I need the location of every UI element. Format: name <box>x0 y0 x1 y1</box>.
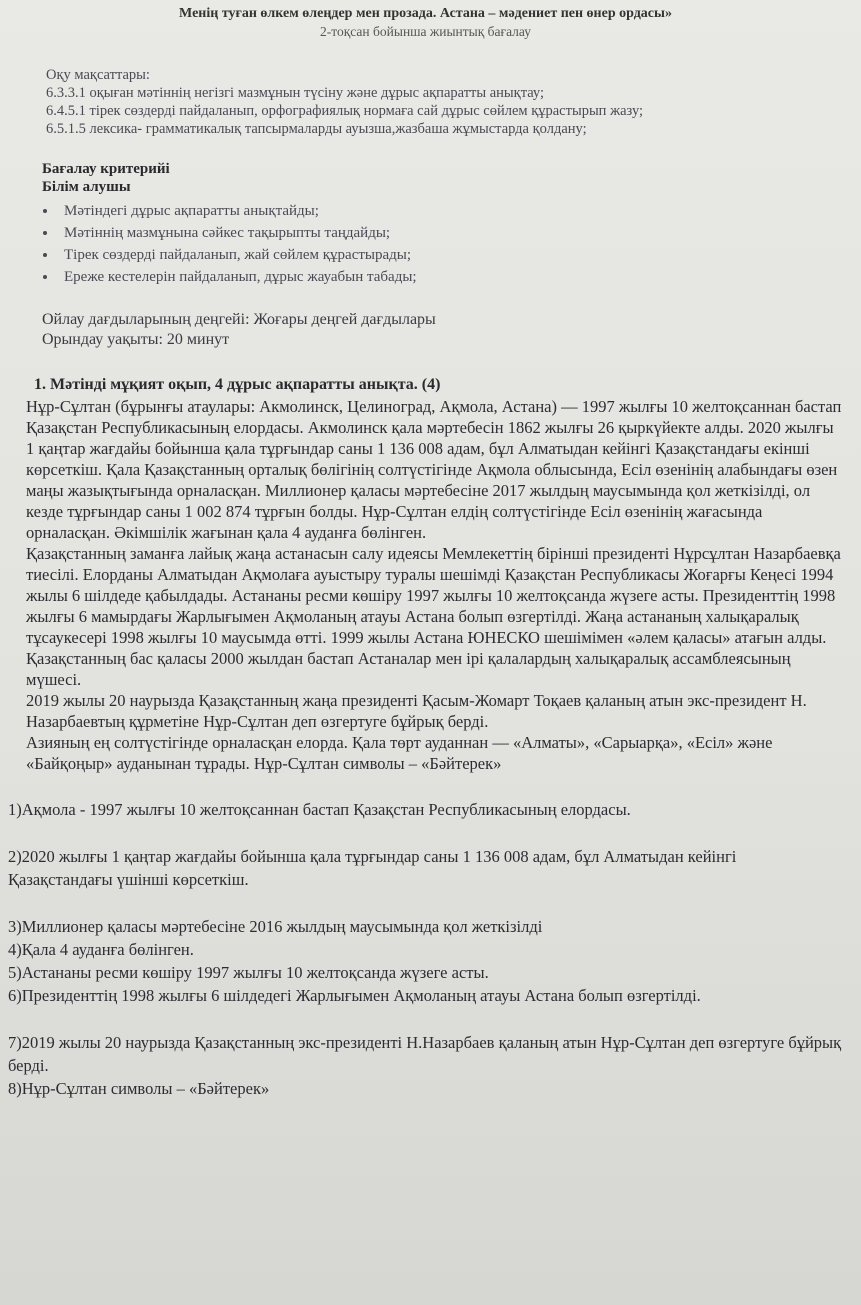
passage-paragraph: Қазақстанның заманға лайық жаңа астанасын салу идеясы Мемлекеттің бірінші президенті Нұрсұлтан Назарбаевқа тиесілі. Елорданы Алматыдан Ақмолаға ауыстыру туралы шешімді Қазақстан Республикасы Жоғарғы Кеңесі 1994 жылы 6 шілдеде қабылдады. Астананы ресми көшіру 1997 жылғы 10 желтоқсанда жүзеге асты. Президенттің 1998 жылғы 6 мамырдағы Жарлығымен Ақмоланың атауы Астана болып өзгертілді. Жаңа астананың халықаралық тұсаукесері 1998 жылғы 10 маусымда өтті. 1999 жылы Астана ЮНЕСКО шешімімен «әлем қаласы» атағын алды. Қазақстанның бас қаласы 2000 жылдан бастап Астаналар мен ірі қалалардың халықаралық ассамблеясының мүшесі. <box>26 544 841 689</box>
statement-list <box>8 798 843 1100</box>
passage-paragraph: Азияның ең солтүстігінде орналасқан елорда. Қала төрт ауданнан — «Алматы», «Сарыарқа», «Есіл» және «Байқоңыр» ауданынан тұрады. Нұр-Сұлтан символы – «Бәйтерек» <box>26 733 773 773</box>
reading-passage <box>26 396 843 774</box>
objective-item: 6.4.5.1 тірек сөздерді пайдаланып, орфографиялық нормаға сай дұрыс сөйлем құрастырып жазу; <box>46 103 644 119</box>
completion-time: Орындау уақыты: 20 минут <box>42 331 230 348</box>
objectives-heading: Оқу мақсаттары: <box>46 67 150 83</box>
statement-item: 3)Миллионер қаласы мәртебесіне 2016 жылдың маусымында қол жеткізілді <box>8 917 543 936</box>
objective-item: 6.5.1.5 лексика- грамматикалық тапсырмаларды ауызша,жазбаша жұмыстарда қолдану; <box>46 121 587 137</box>
statement-item: 2)2020 жылғы 1 қаңтар жағдайы бойынша қала тұрғындар саны 1 136 008 адам, бұл Алматыдан кейінгі Қазақстандағы үшінші көрсеткіш. <box>8 847 737 889</box>
learning-objectives <box>46 66 843 138</box>
statement-item: 7)2019 жылы 20 наурызда Қазақстанның экс-президенті Н.Назарбаев қаланың атын Нұр-Сұлтан деп өзгертуге бұйрық берді. <box>8 1033 842 1075</box>
task-title: 1. Мәтінді мұқият оқып, 4 дұрыс ақпаратты анықта. (4) <box>34 376 441 393</box>
criteria-heading: Бағалау критерийі <box>42 161 170 177</box>
thinking-skills-level: Ойлау дағдыларының деңгейі: Жоғары деңгей дағдылары <box>42 311 436 328</box>
statement-item: 5)Астананы ресми көшіру 1997 жылғы 10 желтоқсанда жүзеге асты. <box>8 963 489 982</box>
criteria-item: • Мәтіндегі дұрыс ақпаратты анықтайды; <box>58 200 843 222</box>
statement-item: 8)Нұр-Сұлтан символы – «Бәйтерек» <box>8 1079 270 1098</box>
passage-paragraph: 2019 жылы 20 наурызда Қазақстанның жаңа президенті Қасым-Жомарт Тоқаев қаланың атын экс-президент Н. Назарбаевтың құрметіне Нұр-Сұлтан деп өзгертуге бұйрық берді. <box>26 691 807 731</box>
objective-item: 6.3.3.1 оқыған мәтіннің негізгі мазмұнын түсіну және дұрыс ақпаратты анықтау; <box>46 85 545 101</box>
passage-paragraph: Нұр-Сұлтан (бұрынғы атаулары: Акмолинск, Целиноград, Ақмола, Астана) — 1997 жылғы 10 желтоқсаннан бастап Қазақстан Республикасының елордасы. Акмолинск қала мәртебесін 1862 жылғы 26 қыркүйекте алды. 2020 жылғы 1 қаңтар жағдайы бойынша қала тұрғындар саны 1 136 008 адам, бұл Алматыдан кейінгі Қазақстандағы екінші көрсеткіш. Қала Қазақстанның орталық бөлігінің солтүстігінде Ақмола облысында, Есіл өзенінің алабындағы өзен маңы жазықтығында орналасқан. Миллионер қаласы мәртебесіне 2017 жылдың маусымында қол жеткізілді, ол кезде тұрғындар саны 1 002 874 тұрғын болды. Нұр-Сұлтан елдің солтүстігінде Есіл өзенінің жағасында орналасқан. Әкімшілік жағынан қала 4 ауданға бөлінген. <box>26 397 842 542</box>
statement-item: 6)Президенттің 1998 жылғы 6 шілдедегі Жарлығымен Ақмоланың атауы Астана болып өзгертілді. <box>8 986 701 1005</box>
assessment-criteria <box>42 160 843 196</box>
criteria-item: • Мәтіннің мазмұнына сәйкес тақырыпты таңдайды; <box>58 222 843 244</box>
task-meta <box>42 310 843 350</box>
criteria-list <box>36 200 843 288</box>
statement-item: 4)Қала 4 ауданға бөлінген. <box>8 940 194 959</box>
criteria-item: • Тірек сөздерді пайдаланып, жай сөйлем құрастырады; <box>58 244 843 266</box>
worksheet-header <box>8 6 843 40</box>
statement-item: 1)Ақмола - 1997 жылғы 10 желтоқсаннан бастап Қазақстан Республикасының елордасы. <box>8 800 631 819</box>
worksheet-title: Менің туған өлкем өлеңдер мен прозада. Астана – мәдениет пен өнер ордасы» <box>179 6 672 21</box>
criteria-subheading: Білім алушы <box>42 179 131 195</box>
worksheet-subtitle: 2-тоқсан бойынша жиынтық бағалау <box>320 24 531 39</box>
criteria-item: • Ереже кестелерін пайдаланып, дұрыс жауабын табады; <box>58 266 843 288</box>
